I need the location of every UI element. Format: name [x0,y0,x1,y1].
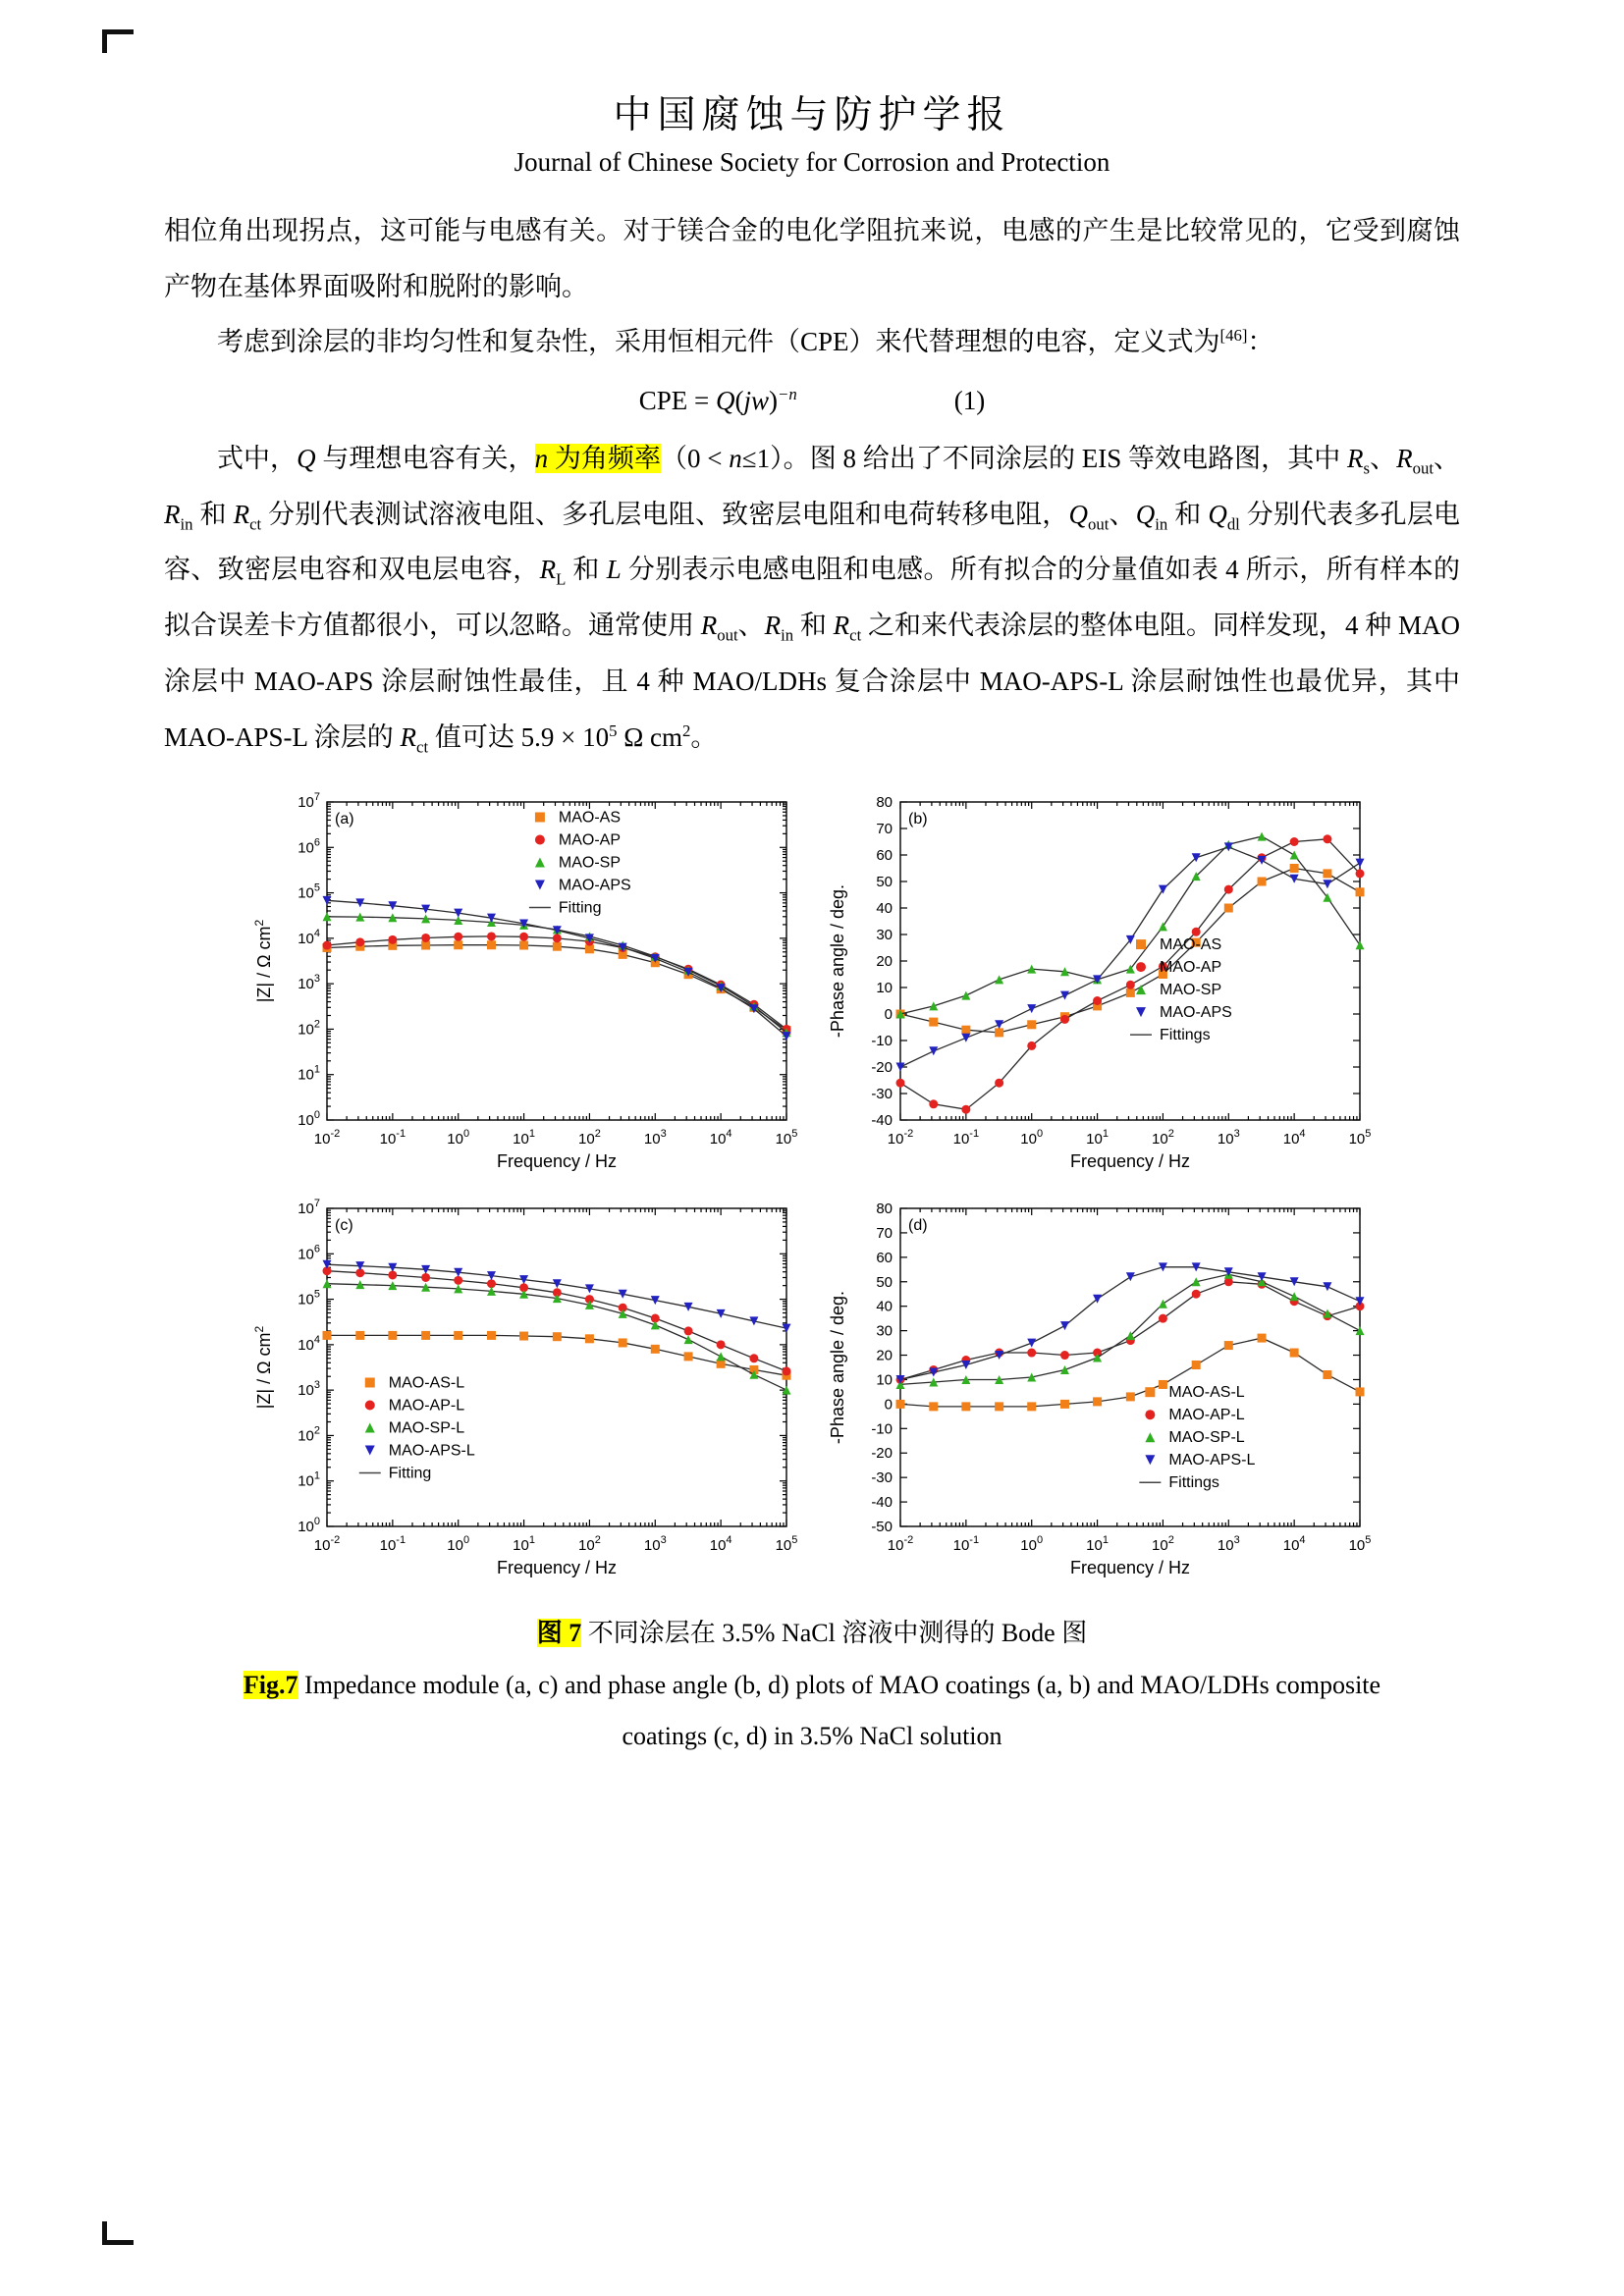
svg-text:10-2: $10^{-2}$ [313,1534,341,1555]
svg-text:10-2: $10^{-2}$ [887,1128,914,1148]
svg-text:101: $10^1$ [298,1469,320,1490]
svg-text:104: $10^4$ [709,1128,732,1148]
crop-mark-top-left [102,29,134,53]
svg-text:105: $10^5$ [775,1128,798,1148]
svg-text:Frequency / Hz: Frequency / Hz [496,1151,618,1172]
svg-text:0: 0 [884,1006,893,1024]
svg-text:MAO-AP: MAO-AP [558,831,622,849]
svg-text:MAO-AP: MAO-AP [1160,959,1222,977]
svg-text:103: $10^3$ [643,1128,667,1148]
svg-text:(c): (c) [335,1217,353,1235]
svg-text:MAO-SP-L: MAO-SP-L [1168,1429,1245,1447]
svg-text:(d): (d) [908,1217,928,1235]
chart-phase-mao [824,786,1374,1179]
paragraph-1: 相位角出现拐点，这可能与电感有关。对于镁合金的电化学阻抗来说，电感的产生是比较常见的，它受到腐蚀产物在基体界面吸附和脱附的影响。 [164,216,1460,301]
svg-text:-10: -10 [871,1033,893,1050]
page-content [164,0,1460,1751]
svg-text:102: $10^2$ [1152,1128,1174,1148]
svg-text:10-1: $10^{-1}$ [379,1128,406,1148]
svg-text:MAO-AP-L: MAO-AP-L [388,1397,465,1415]
svg-text:104: $10^4$ [298,928,320,948]
svg-text:MAO-APS: MAO-APS [558,877,631,894]
svg-text:70: 70 [876,821,893,838]
svg-text:-40: -40 [871,1112,893,1130]
svg-text:70: 70 [876,1225,893,1243]
figure-caption-en-line1: Fig.7 Impedance module (a, c) and phase angle (b, d) plots of MAO coatings (a, b) and MAO/LDHs composite [243,1671,1381,1700]
svg-text:100: $10^0$ [1020,1534,1044,1555]
svg-text:-Phase angle / deg.: -Phase angle / deg. [828,1291,847,1445]
svg-text:Fittings: Fittings [1160,1027,1211,1044]
svg-text:105: $10^5$ [298,881,320,902]
svg-text:50: 50 [876,1273,893,1291]
svg-text:104: $10^4$ [1282,1128,1306,1148]
svg-text:101: $10^1$ [298,1063,320,1084]
svg-text:80: 80 [876,1201,893,1218]
svg-text:10-1: $10^{-1}$ [379,1534,406,1555]
article-body [164,203,1460,765]
svg-text:102: $10^2$ [578,1534,601,1555]
svg-text:20: 20 [876,953,893,971]
svg-text:|Z| / Ω cm2: |Z| / Ω $cm^2$ [252,919,274,1003]
svg-text:-Phase angle / deg.: -Phase angle / deg. [828,884,847,1039]
svg-text:Frequency / Hz: Frequency / Hz [496,1558,618,1578]
svg-text:100: $10^0$ [447,1534,470,1555]
svg-text:-30: -30 [871,1086,893,1103]
svg-text:20: 20 [876,1347,893,1364]
svg-text:107: $10^7$ [298,1198,320,1218]
journal-title-zh: 中国腐蚀与防护学报 [613,94,1011,136]
svg-text:MAO-AS-L: MAO-AS-L [388,1374,465,1392]
svg-text:MAO-SP: MAO-SP [1160,982,1222,999]
svg-text:40: 40 [876,900,893,918]
svg-text:MAO-AS: MAO-AS [1160,936,1222,954]
svg-text:Frequency / Hz: Frequency / Hz [1069,1151,1191,1172]
svg-text:|Z| / Ω cm2: |Z| / Ω $cm^2$ [252,1325,274,1410]
svg-text:-40: -40 [871,1494,893,1512]
figure-caption-en-line2: coatings (c, d) in 3.5% NaCl solution [622,1722,1002,1751]
svg-text:50: 50 [876,874,893,891]
figure-caption-zh: 图 7 不同涂层在 3.5% NaCl 溶液中测得的 Bode 图 [536,1619,1088,1648]
svg-text:-10: -10 [871,1420,893,1438]
svg-text:10: 10 [876,1371,893,1389]
svg-text:101: $10^1$ [1086,1128,1109,1148]
paragraph-3: 式中，Q 与理想电容有关，n 为角频率（0 < n≤1）。图 8 给出了不同涂层的 EIS 等效电路图，其中 $R_s$、$R_{out}$、$R_{in}$ 和 $R_{ct}$ 分别代表测试溶液电阻、多孔层电阻、致密层电阻和电荷转移电阻，$Q_{out}$、$Q_{in}$ 和 $Q_{dl}$ 分别代表多孔层电容、致密层电容和双电层电容，$R_L$ 和 L 分别表示电感电阻和电感。所有拟合的分量值如表 4 所示，所有样本的拟合误差卡方值都很小，可以忽略。通常使用 $R_{out}$、$R_{in}$ 和 $R_{ct}$ 之和来代表涂层的整体电阻。同样发现，4 种 MAO 涂层中 MAO-APS 涂层耐蚀性最佳，且 4 种 MAO/LDHs 复合涂层中 MAO-APS-L 涂层耐蚀性也最优异，其中 MAO-APS-L 涂层的 $R_{ct}$ 值可达 $5.9 \times 10^5$ Ω $cm^2$。 [164,444,1461,756]
svg-text:-50: -50 [871,1519,893,1536]
chart-grid [164,786,1460,1585]
svg-text:-20: -20 [871,1445,893,1463]
svg-text:10-1: $10^{-1}$ [952,1128,980,1148]
svg-text:103: $10^3$ [1217,1534,1240,1555]
svg-text:104: $10^4$ [298,1334,320,1355]
svg-text:MAO-APS-L: MAO-APS-L [388,1442,475,1460]
svg-text:105: $10^5$ [1348,1534,1372,1555]
svg-text:(b): (b) [908,811,928,828]
svg-text:MAO-APS-L: MAO-APS-L [1168,1452,1256,1469]
svg-text:Fitting: Fitting [388,1465,432,1482]
svg-text:Fitting: Fitting [558,899,602,917]
svg-text:60: 60 [876,847,893,865]
paragraph-2: 考虑到涂层的非均匀性和复杂性，采用恒相元件（CPE）来代替理想的电容，定义式为[46]： [217,326,1274,357]
figure-7 [164,786,1460,1751]
svg-text:60: 60 [876,1250,893,1267]
svg-text:100: $10^0$ [1020,1128,1044,1148]
svg-text:106: $10^6$ [298,836,320,857]
svg-text:104: $10^4$ [709,1534,732,1555]
svg-text:10: 10 [876,980,893,997]
svg-text:104: $10^4$ [1282,1534,1306,1555]
svg-text:107: $10^7$ [298,791,320,812]
svg-text:80: 80 [876,794,893,812]
svg-text:102: $10^2$ [1152,1534,1174,1555]
equation-number: (1) [953,386,986,416]
chart-phase-mao-ldh [824,1193,1374,1585]
svg-text:Fittings: Fittings [1168,1474,1219,1492]
svg-text:MAO-SP: MAO-SP [558,854,622,872]
svg-text:102: $10^2$ [298,1424,320,1445]
journal-title-en: Journal of Chinese Society for Corrosion and Protection [514,147,1110,177]
svg-text:103: $10^3$ [643,1534,667,1555]
svg-text:-30: -30 [871,1469,893,1487]
svg-text:0: 0 [884,1396,893,1414]
svg-text:105: $10^5$ [775,1534,798,1555]
svg-text:MAO-AS: MAO-AS [558,809,622,827]
svg-text:40: 40 [876,1298,893,1315]
svg-text:10-1: $10^{-1}$ [952,1534,980,1555]
svg-text:100: $10^0$ [298,1109,320,1130]
svg-text:101: $10^1$ [513,1128,535,1148]
svg-text:-20: -20 [871,1059,893,1077]
journal-header [164,84,1460,178]
svg-text:106: $10^6$ [298,1243,320,1263]
svg-text:101: $10^1$ [513,1534,535,1555]
svg-text:(a): (a) [335,811,354,828]
svg-text:MAO-APS: MAO-APS [1160,1004,1232,1022]
svg-text:100: $10^0$ [447,1128,470,1148]
chart-impedance-mao [250,786,800,1179]
svg-text:30: 30 [876,1322,893,1340]
svg-text:10-2: $10^{-2}$ [313,1128,341,1148]
svg-text:103: $10^3$ [298,973,320,993]
svg-text:105: $10^5$ [298,1288,320,1308]
svg-text:10-2: $10^{-2}$ [887,1534,914,1555]
equation-cpe: CPE = Q(jw)$^{-n}$ [638,385,797,416]
svg-text:100: $10^0$ [298,1516,320,1536]
svg-text:MAO-AS-L: MAO-AS-L [1168,1384,1245,1402]
crop-mark-bottom-left [102,2221,134,2245]
svg-text:MAO-AP-L: MAO-AP-L [1168,1407,1245,1424]
svg-text:103: $10^3$ [298,1379,320,1400]
svg-text:Frequency / Hz: Frequency / Hz [1069,1558,1191,1578]
svg-text:103: $10^3$ [1217,1128,1240,1148]
svg-text:30: 30 [876,927,893,944]
svg-text:102: $10^2$ [298,1018,320,1039]
chart-impedance-mao-ldh [250,1193,800,1585]
svg-text:MAO-SP-L: MAO-SP-L [388,1419,465,1437]
equation-1-row [164,374,1460,427]
svg-text:101: $10^1$ [1086,1534,1109,1555]
figure-caption [164,1613,1460,1751]
svg-text:102: $10^2$ [578,1128,601,1148]
svg-text:105: $10^5$ [1348,1128,1372,1148]
